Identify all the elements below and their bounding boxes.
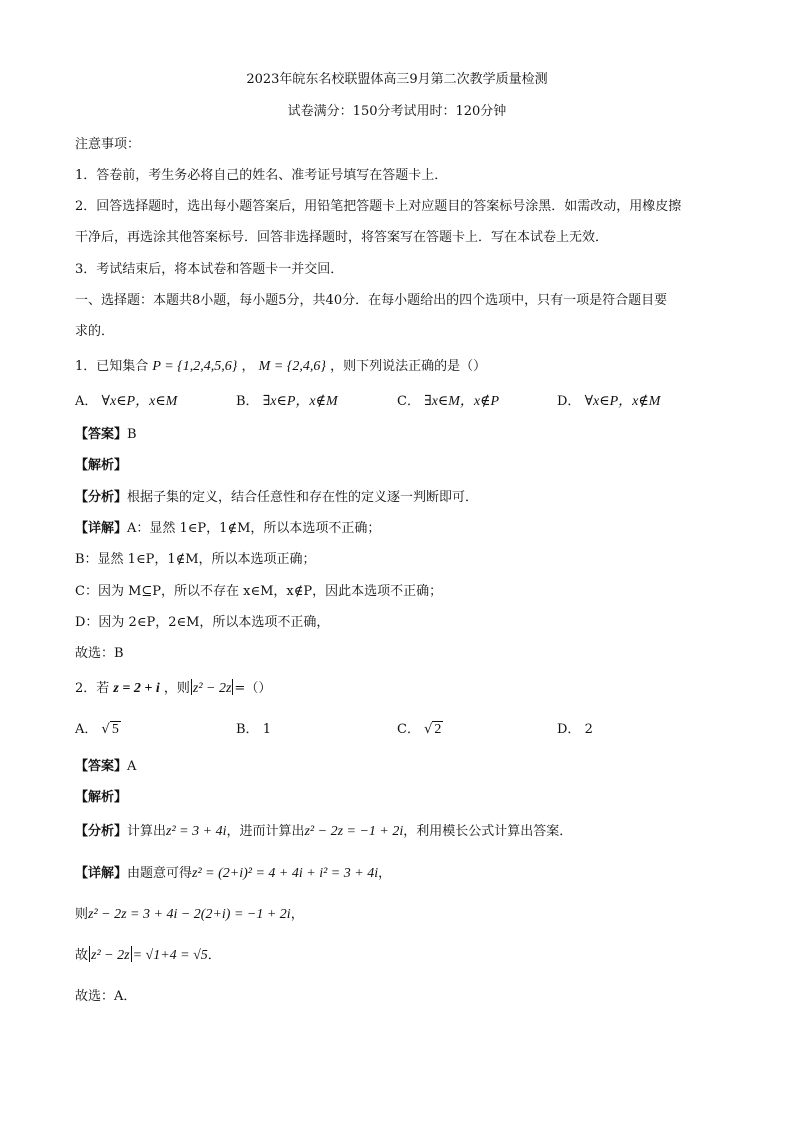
q2-abs-expr: z² − 2z (192, 681, 232, 696)
q2-stem: 2．若 z = 2 + i ，则 z² − 2z =（） (75, 681, 272, 696)
q1-stem (75, 355, 486, 375)
q1-stem-suffix: ，则下列说法正确的是（） (330, 359, 487, 374)
exam-subtitle: 试卷满分：150分考试用时：120分钟 (287, 104, 507, 119)
q1-set-p: P = {1,2,4,5,6} (152, 359, 238, 374)
q1-option-d: D． ∀x∈P，x∉M (557, 394, 661, 409)
q2-option-a: A． √ 5 (75, 722, 119, 737)
q2-choice: 故选：A． (75, 989, 137, 1004)
section-heading-1: 一、选择题：本题共8小题，每小题5分，共40分．在每小题给出的四个选项中，只有一项是符合题目要 (75, 293, 668, 308)
q2-analysis-tag: 【解析】 (75, 790, 128, 805)
q2-answer: 【答案】A (75, 759, 137, 774)
q1-stem-prefix: 1．已知集合 (75, 359, 149, 374)
q2-option-b: B． 1 (236, 722, 271, 737)
section-heading-2: 求的． (75, 324, 115, 339)
q2-detail-3: 故 z² − 2z = √1+4 = √5． (75, 948, 221, 963)
note-item-2a: 2．回答选择题时，选出每小题答案后，用铅笔把答题卡上对应题目的答案标号涂黑．如需改动，用橡皮擦 (75, 199, 682, 214)
q1-detail-a: 【详解】A：显然 1∈P，1∉M，所以本选项不正确； (75, 521, 381, 536)
q1-option-c: C． ∃x∈M，x∉P (397, 394, 500, 409)
q2-z-def: z = 2 + i (113, 681, 160, 696)
q1-detail-b: B：显然 1∈P，1∉M，所以本选项正确； (75, 552, 316, 567)
q1-detail-d: D：因为 2∈P，2∈M，所以本选项不正确， (75, 615, 330, 630)
q2-option-c: C． √ 2 (397, 722, 442, 737)
q1-option-b: B． ∃x∈P，x∉M (236, 394, 338, 409)
notes-heading: 注意事项： (75, 137, 141, 152)
q1-option-a: A． ∀x∈P，x∈M (75, 394, 178, 409)
q1-detail-c: C：因为 M⊆P，所以不存在 x∈M，x∉P，因此本选项不正确； (75, 584, 443, 599)
q1-fenxi: 【分析】根据子集的定义，结合任意性和存在性的定义逐一判断即可． (75, 490, 479, 505)
q1-answer: 【答案】B (75, 427, 137, 442)
q1-analysis-tag: 【解析】 (75, 458, 128, 473)
exam-title: 2023年皖东名校联盟体高三9月第二次教学质量检测 (246, 72, 548, 87)
q2-detail-1: 【详解】由题意可得z² = (2+i)² = 4 + 4i + i² = 3 + 4i， (75, 866, 392, 881)
q2-detail-2: 则z² − 2z = 3 + 4i − 2(2+i) = −1 + 2i， (75, 907, 304, 922)
q2-option-d: D． 2 (557, 722, 593, 737)
q1-choice: 故选：B (75, 646, 124, 661)
q2-fenxi: 【分析】计算出z² = 3 + 4i，进而计算出z² − 2z = −1 + 2i，利用模长公式计算出答案． (75, 824, 573, 839)
note-item-1: 1．答卷前，考生务必将自己的姓名、准考证号填写在答题卡上． (75, 168, 448, 183)
q1-set-m: M = {2,4,6} (258, 359, 326, 374)
q1-sep: ， (241, 359, 255, 374)
note-item-2b: 干净后，再选涂其他答案标号．回答非选择题时，将答案写在答题卡上．写在本试卷上无效． (75, 230, 609, 245)
note-item-3: 3．考试结束后，将本试卷和答题卡一并交回． (75, 262, 344, 277)
